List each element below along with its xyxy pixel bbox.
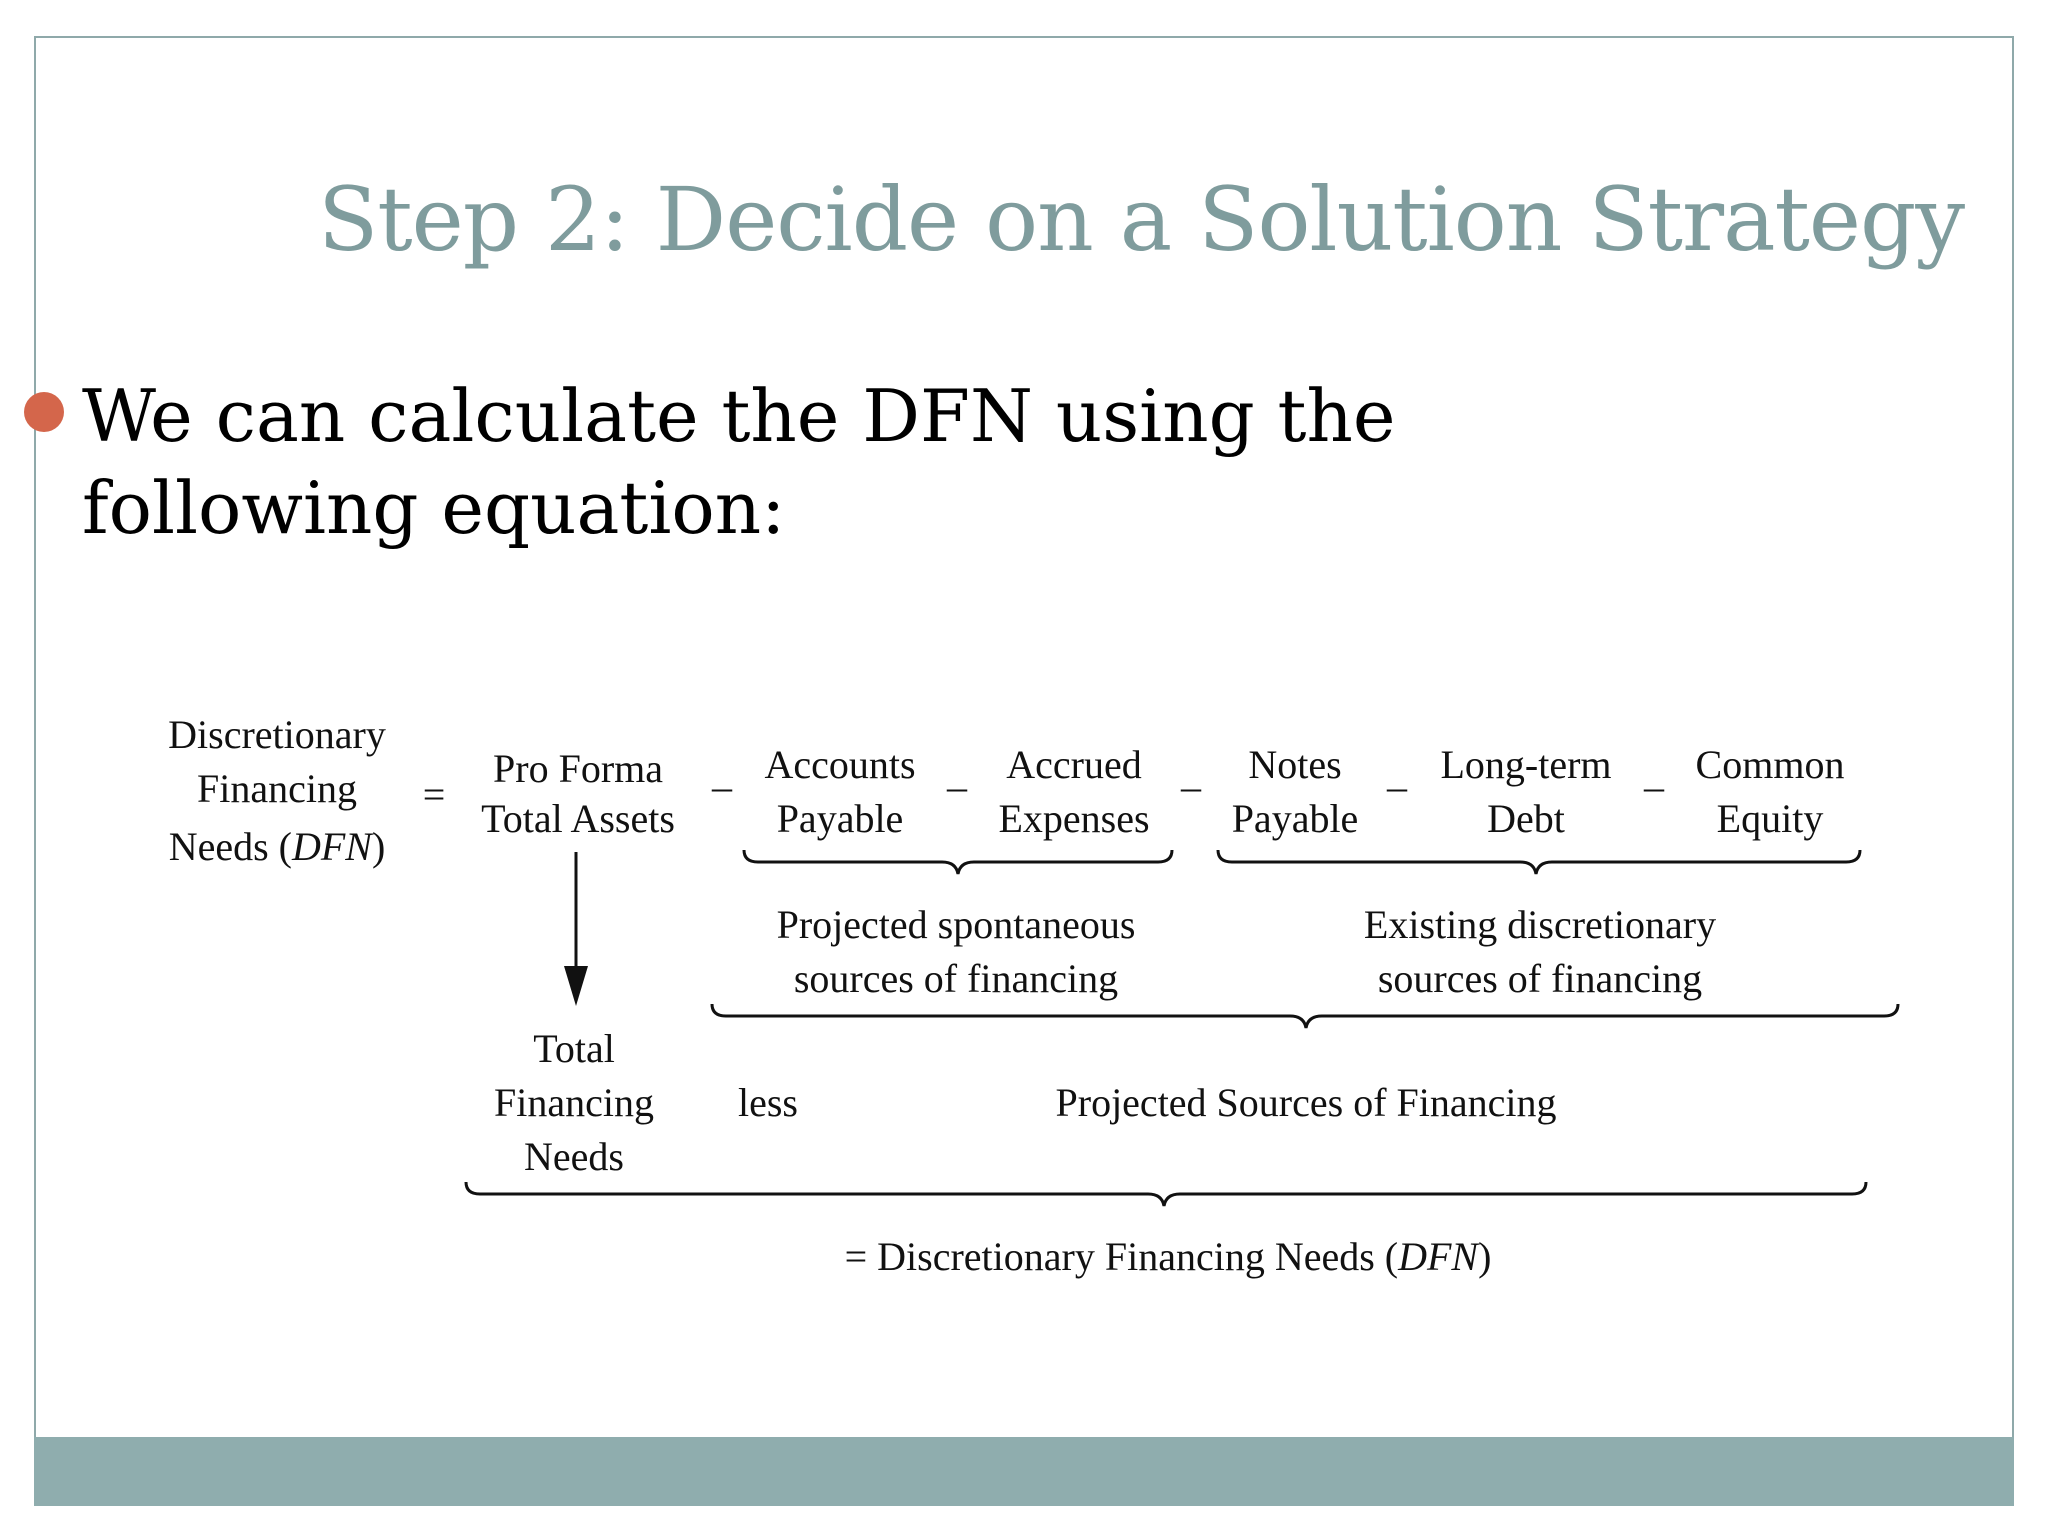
existing-line2: sources of financing	[1377, 956, 1703, 1001]
less-label: less	[738, 1080, 798, 1125]
dfn-label-line3	[169, 824, 386, 869]
dfn-label-line1: Discretionary	[168, 712, 386, 757]
equals-sign: =	[422, 772, 446, 817]
minus-sign-1: –	[712, 764, 732, 809]
pro-forma-line1: Pro Forma	[493, 746, 663, 791]
total-financing-line3: Needs	[524, 1134, 624, 1179]
accrued-expenses-line2: Expenses	[998, 796, 1150, 841]
dfn-label-close: )	[371, 824, 386, 869]
spontaneous-line1: Projected spontaneous	[776, 902, 1136, 947]
minus-sign-5: –	[1644, 764, 1664, 809]
accrued-expenses-line1: Accrued	[1006, 742, 1142, 787]
accounts-payable-line2: Payable	[776, 796, 904, 841]
brace-projected-sources	[712, 1004, 1898, 1028]
minus-sign-4: –	[1387, 764, 1407, 809]
dfn-label-abbrev: DFN	[291, 824, 372, 869]
long-term-debt-line1: Long-term	[1440, 742, 1612, 787]
notes-payable-line2: Payable	[1231, 796, 1359, 841]
minus-sign-2: –	[947, 764, 967, 809]
down-arrow-head	[564, 966, 588, 1006]
result-dfn: DFN	[1398, 1234, 1479, 1279]
accounts-payable-line1: Accounts	[764, 742, 916, 787]
brace-spontaneous	[744, 850, 1172, 874]
common-equity-line1: Common	[1695, 742, 1845, 787]
brace-dfn-total	[466, 1182, 1866, 1206]
total-financing-line1: Total	[533, 1026, 615, 1071]
result-label	[845, 1234, 1492, 1279]
dfn-label-line2: Financing	[197, 766, 357, 811]
spontaneous-line2: sources of financing	[793, 956, 1119, 1001]
brace-existing	[1218, 850, 1860, 874]
long-term-debt-line2: Debt	[1487, 796, 1565, 841]
dfn-label	[168, 712, 386, 869]
slide-title: Step 2: Decide on a Solution Strategy	[318, 168, 1965, 271]
total-financing-line2: Financing	[494, 1080, 654, 1125]
common-equity-line2: Equity	[1716, 796, 1824, 841]
minus-sign-3: –	[1181, 764, 1201, 809]
projected-sources-label: Projected Sources of Financing	[1055, 1080, 1557, 1125]
dfn-label-needs: Needs (	[168, 824, 292, 869]
bullet-text: We can calculate the DFN using the following equation:	[82, 374, 1396, 550]
existing-line1: Existing discretionary	[1363, 902, 1717, 947]
pro-forma-line2: Total Assets	[481, 796, 675, 841]
result-suffix: )	[1478, 1234, 1492, 1279]
notes-payable-line1: Notes	[1248, 742, 1342, 787]
result-prefix: = Discretionary Financing Needs (	[844, 1234, 1399, 1279]
